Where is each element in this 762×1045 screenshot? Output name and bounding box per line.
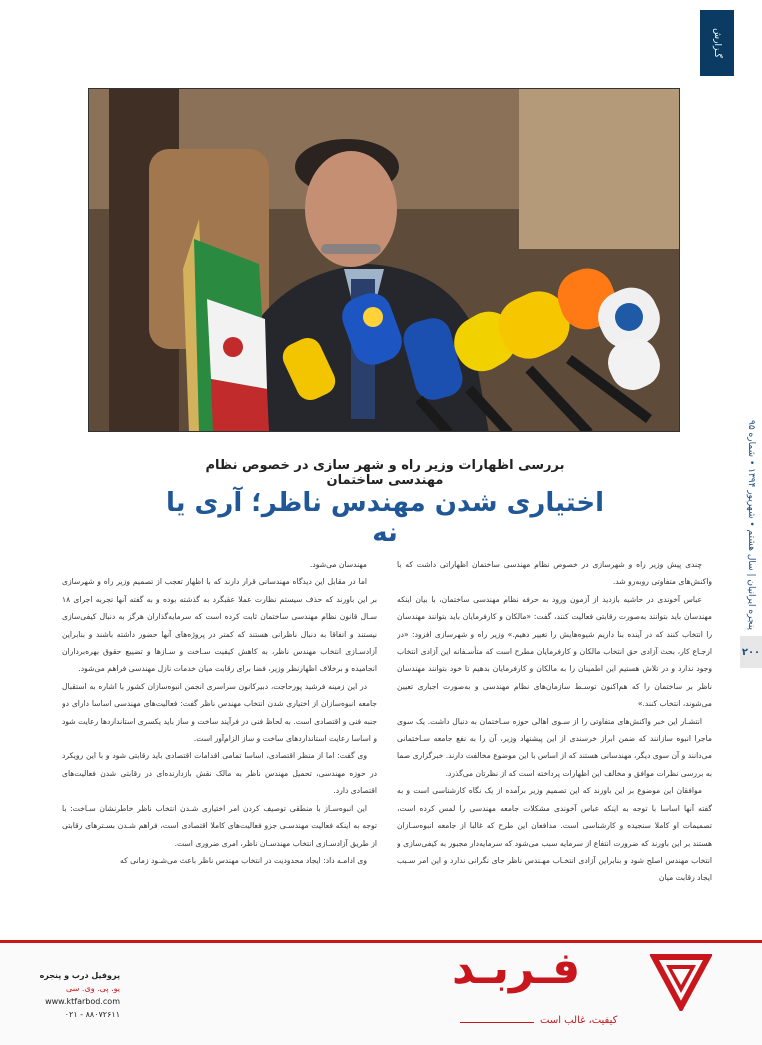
paragraph: وی گفت: اما از منظر اقتصادی، اساسا تمامی اقدامات اقتصادی باید رقابتی شود و با این رویکرد در حوزه مهندسی، تحمیل مهندس ناظر به مالک نقش بازدارنده‌ای در رقابتی شدن فعالیت‌های اقتصادی دارد. bbox=[62, 751, 377, 796]
paragraph: موافقان این موضوع بر این باورند که این تصمیم وزیر برآمده از یک نگاه کارشناسی است و به گفته آنها اساسا با توجه به اینکه عباس آخوندی مشکلات جامعه مهندسی را لمس کرده است، تصمیمات او کاملا سنجیده و کارشناسی است. مدافعان این طرح که غالبا از جامعه انبوه‌سـازان هستند بر این باورند که ضرورت انتفاع از سرمایه سبب می‌شود که سرمایه‌دار مجبور به کیفی‌سازی و انتخاب مهندس اصلح شود و بنابراین آزادی انتخـاب مهـندس ناظر جای نگرانی ندارد و این امر سـبب ایجاد رقابت میان bbox=[397, 786, 712, 883]
ad-slogan-rule bbox=[460, 1022, 534, 1023]
paragraph: عباس آخوندی در حاشیه بازدید از آزمون ورود به حرفه نظام مهندسی ساختمان، با بیان اینکه مهندسان باید بتوانند به‌صورت رقابتی فعالیت کنند، گفت: «مالکان و کارفرمایان باید بتوانند مهندسان را انتخاب کنند که در آینده بنا داریم شیوه‌هایش را تغییر دهیم.» وزیر راه و شهرسازی افزود: «در ارجـاع کار، بحث آزادی حق انتخاب مالکان و کارفرمایان مطرح است که متأسـفانه این آزادی انتخاب وجود ندارد و در تلاش هستیم این اطمینان را به مالکان و کارفرمایان بدهیم تا خود بتوانند مهندسان ناظر بر ساختمان را که هم‌اکنون توسـط سازمان‌های نظام مهندسی و به‌صورت اجباری تعیین می‌شوند، انتخاب کنند.» bbox=[397, 594, 712, 709]
ad-product: یو. پی. وی. سی bbox=[65, 984, 120, 993]
farbod-logo-icon bbox=[650, 953, 712, 1011]
paragraph: انتشـار این خبر واکنش‌های متفاوتی را از سـوی اهالی حوزه سـاختمان به دنبال داشت. یک سوی ماجرا انبوه سازانند که ضمن ابراز خرسندی از این پیشنهاد وزیر، آن را به نفع جامعه سـاختمانی می‌دانند و آن سوی دیگر، مهندسانی هستند که از اساس با این موضوع مخالفت دارند. خبرگزاری صما به بررسی نظرات موافق و مخالف این اظهارات پرداخته است که از نظرتان می‌گذرد. bbox=[397, 716, 712, 778]
ad-contact-block bbox=[16, 969, 120, 1021]
ad-tagline: پروفیل درب و پنجره bbox=[39, 971, 120, 980]
article-column-right bbox=[397, 556, 712, 940]
ad-slogan: کیفیت، غالب است bbox=[540, 1015, 618, 1026]
ad-phone: ۰۲۱ - ۸۸۰۷۲۶۱۱ bbox=[64, 1010, 120, 1019]
paragraph: این انبوه‌سـاز با منطقی توصیف کردن امر اختیاری شـدن انتخاب ناظر خاطرنشان سـاخت: با توجه به اینکه فعالیت مهندسـی جزو فعالیت‌های کاملا اقتصادی است، فراهم شـدن بسـترهای رقابتی از طریق آزادسـازی انتخاب مهندسـان ناظر، امری ضروری است. bbox=[62, 803, 377, 848]
article-subtitle: بررسی اظهارات وزیر راه و شهر سازی در خصوص نظام مهندسی ساختمان bbox=[205, 458, 565, 488]
article-title: اختیاری شدن مهندس ناظر؛ آری یا نه bbox=[165, 488, 605, 548]
article-column-left bbox=[62, 556, 377, 940]
paragraph: وی ادامـه داد: ایجاد محدودیت در انتخاب مهندس ناظر باعث می‌شـود زمانی که bbox=[120, 855, 367, 865]
press-conference-photo bbox=[89, 89, 680, 432]
section-tab bbox=[700, 10, 734, 76]
article-photo bbox=[88, 88, 680, 432]
ad-brand-name: فـربـد bbox=[452, 943, 581, 994]
ad-website: www.ktfarbod.com bbox=[45, 997, 120, 1006]
issue-info: پنجره ایرانیان | سال هشتم • شهریور ۱۳۹۴ • شماره ۹۵ bbox=[746, 420, 756, 631]
section-tab-label: گـزارش bbox=[711, 28, 722, 58]
paragraph: در این زمینه فرشید پورحاجت، دبیرکانون سراسری انجمن انبوه‌سازان کشور با اشاره به استقبال جامعه انبوه‌سازان از اختیاری شدن انتخاب مهندس ناظر گفت: فعالیت‌های مهندسی اساسا دارای دو جنبه فنی و اقتصادی است. به لحاظ فنی در فرآیند ساخت و ساز باید یکسری استانداردها رعایت شود و اساسا رعایت استانداردهای ساخت و ساز الزام‌آور است. bbox=[62, 681, 377, 744]
paragraph: مهندسان می‌شود. bbox=[310, 560, 367, 569]
page-number: ۲۰۰ bbox=[740, 636, 762, 668]
paragraph: چندی پیش وزیر راه و شهرسازی در خصوص نظام مهندسی ساختمان اظهاراتی داشت که با واکنش‌های متفاوتی روبه‌رو شد. bbox=[397, 560, 712, 587]
advertisement-banner bbox=[0, 943, 762, 1045]
issue-sidebar bbox=[740, 420, 762, 670]
paragraph: اما در مقابل این دیدگاه مهندسانی قرار دارند که با اظهار تعجب از تصمیم وزیر راه و شهرسازی بر این باورند که حذف سیستم نظارت عملا عقبگرد به گذشته بوده و به گفته آنها تجربه اجرای ۱۸ سـال قانون نظام مهندسی ساختمان ثابت کرده است که سرمایه‌گذاران هرگز به دنبال کیفی‌سازی نیستند و اتفاقا به دنبال ناظرانی هستند که کمتر در پروژه‌های آنها حضور داشته باشند و بنابراین آزادسـازی انتخاب مهندس ناظر، به کاهش کیفیت سـاخت و سـازها و تضییع حقوق بهره‌برداران انجامیده و برخلاف اظهارنظر وزیر، فضا برای رقابت میان خدمات نازل مهندسی فراهم می‌شود. bbox=[62, 577, 377, 674]
